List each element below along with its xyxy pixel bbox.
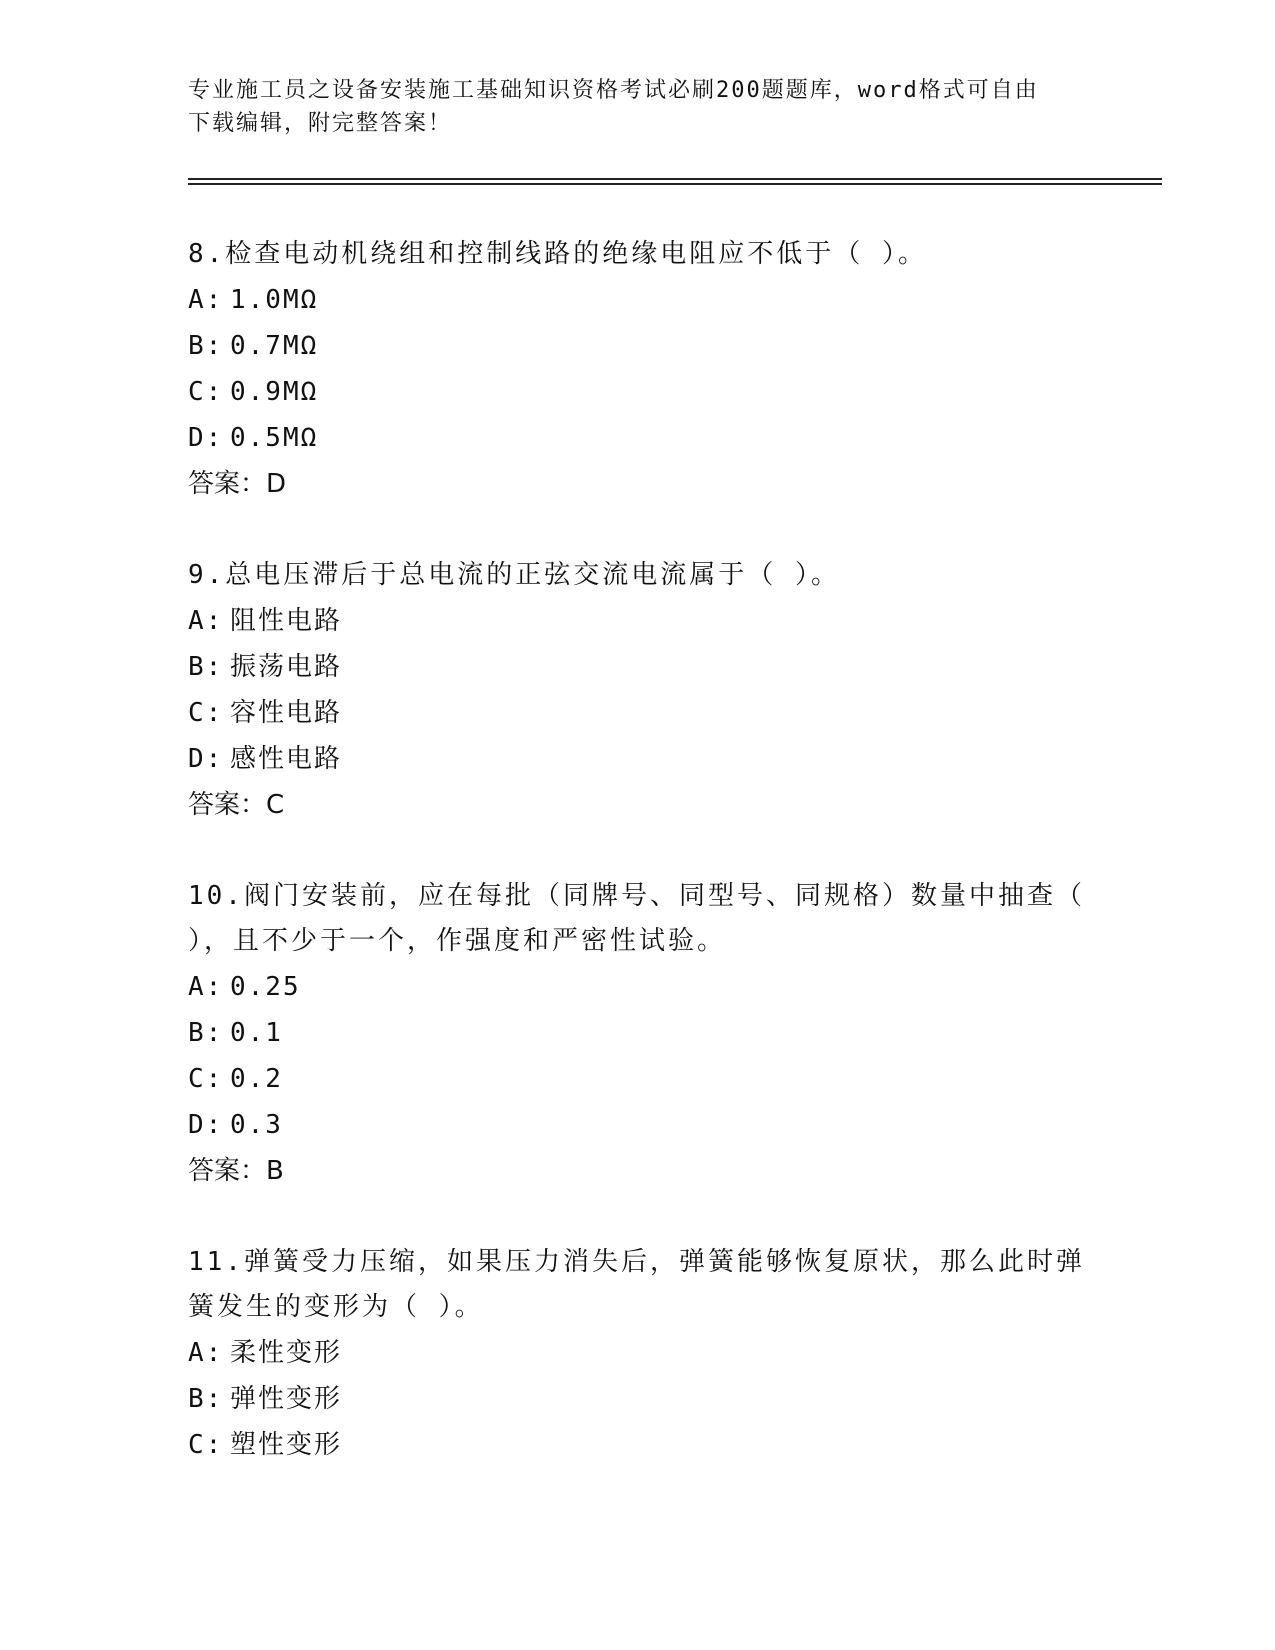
option-text: 0.7MΩ bbox=[230, 331, 319, 361]
question-stem: 8.检查电动机绕组和控制线路的绝缘电阻应不低于（ ）。 bbox=[188, 239, 927, 269]
header-line-2: 下载编辑，附完整答案！ bbox=[188, 111, 453, 136]
question-item bbox=[188, 232, 1088, 507]
option-c bbox=[188, 1422, 1088, 1468]
question-item bbox=[188, 553, 1088, 828]
header-divider-bottom bbox=[188, 183, 1162, 185]
option-text: 0.9MΩ bbox=[230, 377, 319, 407]
option-key: C: bbox=[188, 1064, 224, 1094]
option-key: C: bbox=[188, 1430, 224, 1460]
option-b bbox=[188, 1376, 1088, 1422]
option-text: 塑性变形 bbox=[230, 1430, 343, 1460]
question-stem: 11.弹簧受力压缩，如果压力消失后，弹簧能够恢复原状，那么此时弹 bbox=[188, 1247, 1085, 1277]
option-text: 柔性变形 bbox=[230, 1338, 343, 1368]
option-d bbox=[188, 736, 1088, 782]
question-item bbox=[188, 1240, 1088, 1468]
option-d bbox=[188, 1102, 1088, 1148]
option-text: 容性电路 bbox=[230, 698, 343, 728]
option-key: B: bbox=[188, 652, 224, 682]
question-stem-continued: 簧发生的变形为（ ）。 bbox=[188, 1292, 484, 1322]
option-key: B: bbox=[188, 1384, 224, 1414]
option-text: 感性电路 bbox=[230, 744, 343, 774]
option-key: B: bbox=[188, 1018, 224, 1048]
option-b bbox=[188, 644, 1088, 690]
question-list bbox=[188, 232, 1088, 1514]
option-key: B: bbox=[188, 331, 224, 361]
option-a bbox=[188, 598, 1088, 644]
option-c bbox=[188, 369, 1088, 415]
option-text: 0.1 bbox=[230, 1018, 283, 1048]
answer-line: 答案：B bbox=[188, 1156, 284, 1186]
option-key: D: bbox=[188, 1110, 224, 1140]
option-c bbox=[188, 1056, 1088, 1102]
option-key: A: bbox=[188, 606, 224, 636]
option-key: C: bbox=[188, 698, 224, 728]
option-a bbox=[188, 964, 1088, 1010]
option-c bbox=[188, 690, 1088, 736]
question-stem: 9.总电压滞后于总电流的正弦交流电流属于（ ）。 bbox=[188, 560, 840, 590]
option-key: D: bbox=[188, 744, 224, 774]
option-key: A: bbox=[188, 1338, 224, 1368]
option-text: 1.0MΩ bbox=[230, 285, 319, 315]
option-text: 阻性电路 bbox=[230, 606, 343, 636]
option-key: C: bbox=[188, 377, 224, 407]
option-text: 0.5MΩ bbox=[230, 423, 319, 453]
option-a bbox=[188, 277, 1088, 323]
option-key: A: bbox=[188, 285, 224, 315]
option-text: 0.3 bbox=[230, 1110, 283, 1140]
option-key: D: bbox=[188, 423, 224, 453]
header-line-1: 专业施工员之设备安装施工基础知识资格考试必刷200题题库，word格式可自由 bbox=[188, 78, 1039, 103]
header-divider-top bbox=[188, 178, 1162, 180]
option-a bbox=[188, 1330, 1088, 1376]
option-d bbox=[188, 415, 1088, 461]
question-stem: 10.阀门安装前，应在每批（同牌号、同型号、同规格）数量中抽查（ bbox=[188, 881, 1085, 911]
question-item bbox=[188, 874, 1088, 1194]
answer-line: 答案：C bbox=[188, 790, 285, 820]
option-text: 振荡电路 bbox=[230, 652, 343, 682]
option-key: A: bbox=[188, 972, 224, 1002]
answer-line: 答案：D bbox=[188, 469, 287, 499]
question-stem-continued: ），且不少于一个，作强度和严密性试验。 bbox=[188, 926, 727, 956]
option-text: 0.2 bbox=[230, 1064, 283, 1094]
document-header bbox=[188, 74, 1088, 140]
option-b bbox=[188, 1010, 1088, 1056]
option-text: 0.25 bbox=[230, 972, 301, 1002]
option-text: 弹性变形 bbox=[230, 1384, 343, 1414]
option-b bbox=[188, 323, 1088, 369]
